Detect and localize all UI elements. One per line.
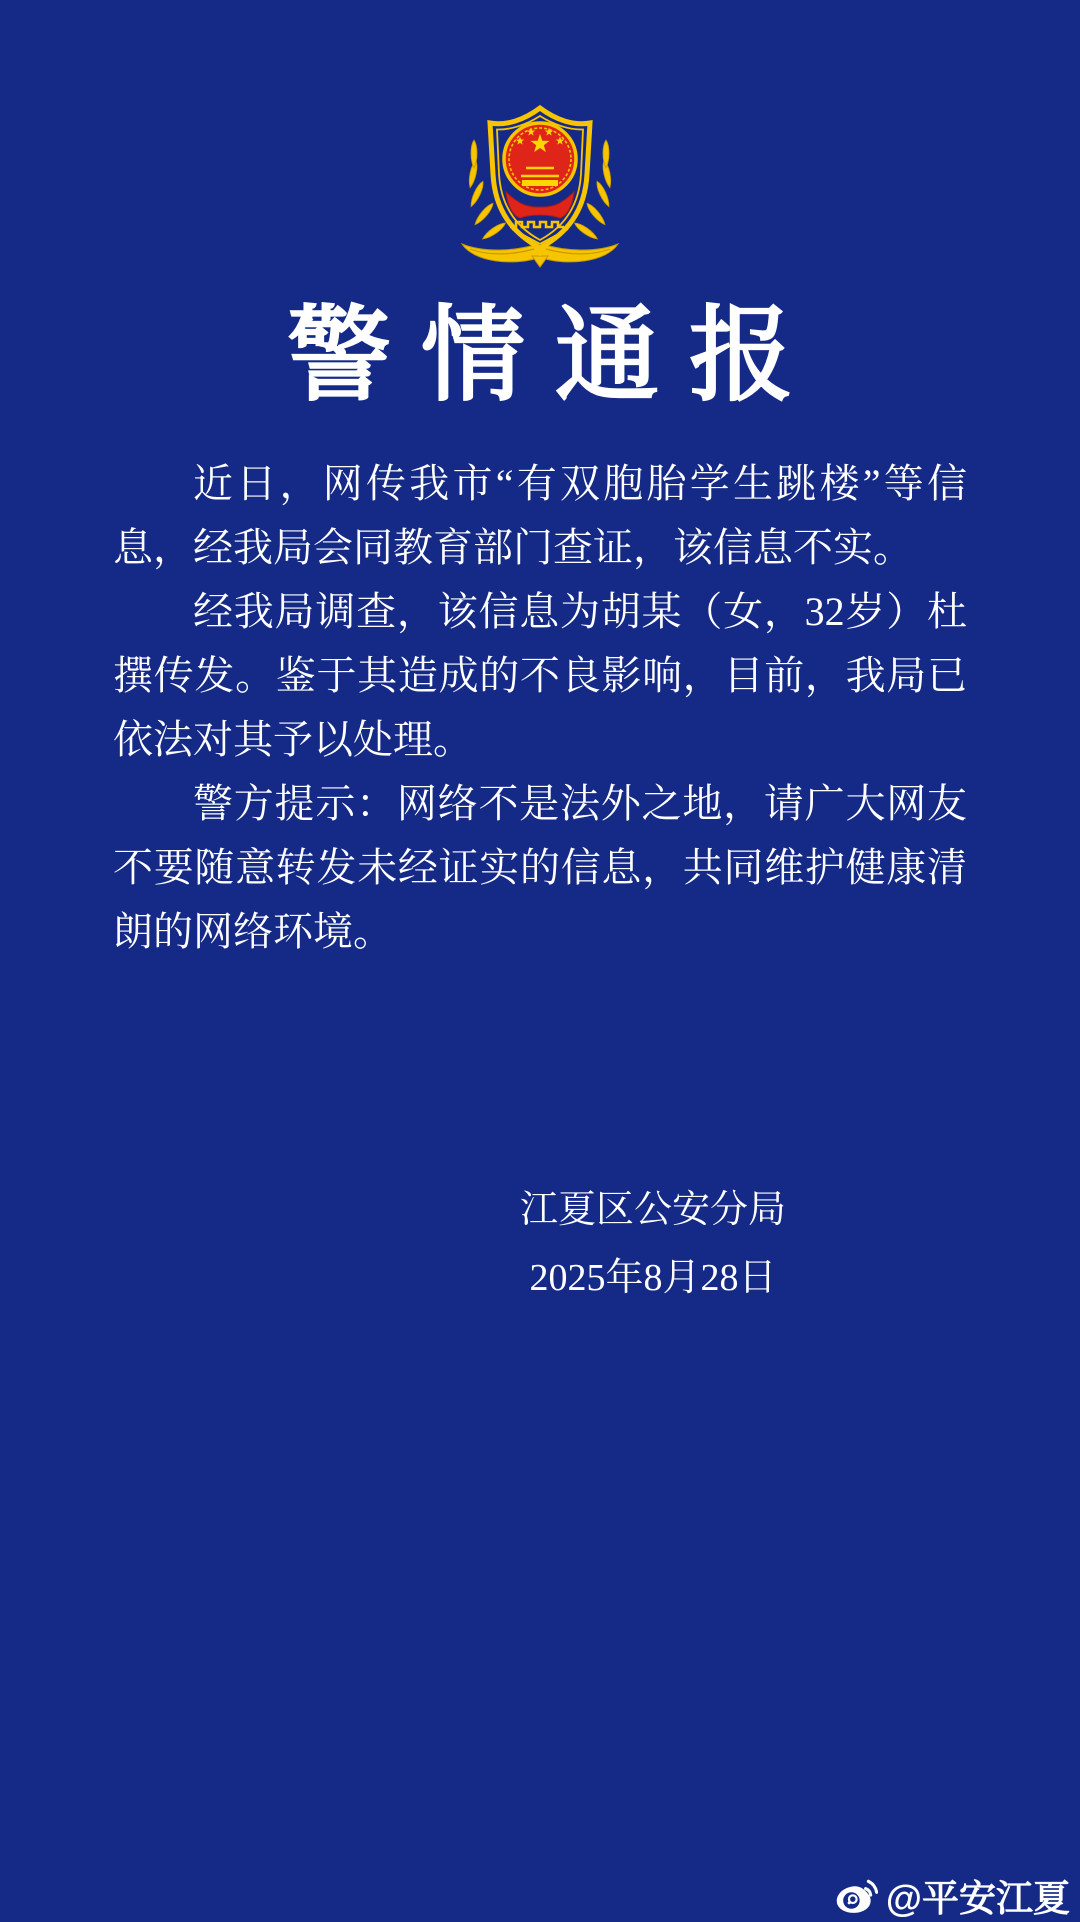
notice-date: 2025年8月28日 bbox=[529, 1257, 777, 1299]
body-line: 息，经我局会同教育部门查证，该信息不实。 bbox=[113, 525, 913, 570]
notice-title bbox=[0, 300, 1080, 414]
signature-block bbox=[113, 1176, 1080, 1312]
body-line: 不要随意转发未经证实的信息，共同维护健康清 bbox=[113, 845, 967, 890]
weibo-icon bbox=[834, 1876, 878, 1915]
notice-title-text: 警情通报 bbox=[286, 299, 823, 414]
police-badge-icon bbox=[454, 96, 626, 268]
watermark bbox=[834, 1868, 1070, 1922]
body-line: 经我局调查，该信息为胡某（女，32岁）杜 bbox=[193, 589, 967, 634]
police-badge-emblem bbox=[454, 96, 626, 268]
body-line: 警方提示：网络不是法外之地，请广大网友 bbox=[193, 781, 967, 826]
body-line: 依法对其予以处理。 bbox=[113, 717, 473, 762]
weibo-handle: @平安江夏 bbox=[885, 1878, 1070, 1919]
body-line: 近日，网传我市“有双胞胎学生跳楼”等信 bbox=[193, 461, 967, 506]
agency-signature: 江夏区公安分局 bbox=[519, 1189, 786, 1231]
body-line: 撰传发。鉴于其造成的不良影响，目前，我局已 bbox=[113, 653, 967, 698]
body-line: 朗的网络环境。 bbox=[113, 909, 393, 954]
notice-body bbox=[113, 452, 967, 964]
